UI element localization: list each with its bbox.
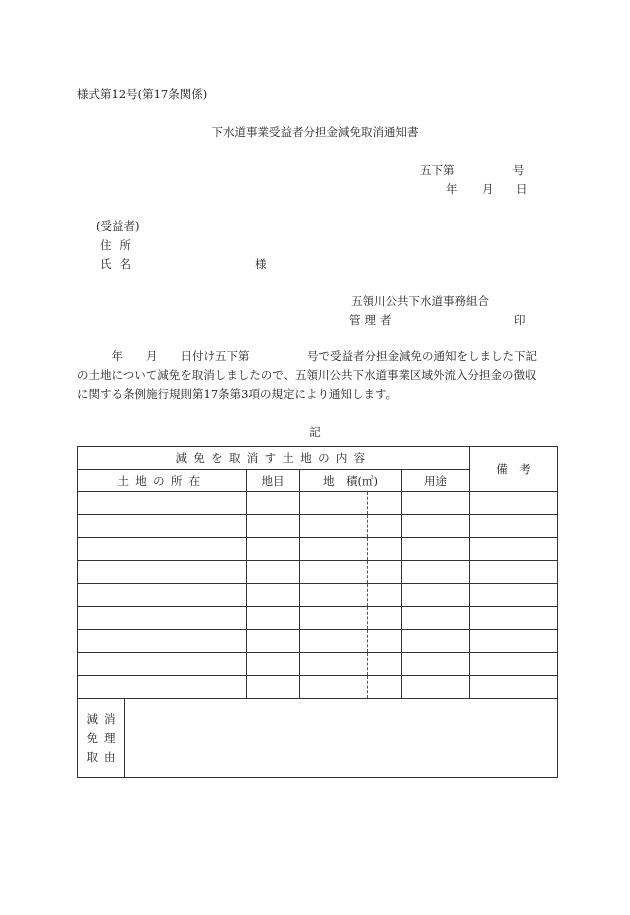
- reason-char: 減: [86, 711, 98, 726]
- land-table: [77, 446, 558, 778]
- table-row: [78, 561, 558, 584]
- table-row: [78, 630, 558, 653]
- document-title: 下水道事業受益者分担金減免取消通知書: [211, 125, 419, 139]
- reason-char: 免: [86, 730, 98, 745]
- recipient-label: (受益者): [96, 219, 140, 233]
- doc-number-suffix: 号: [513, 163, 525, 177]
- honorific: 様: [255, 257, 267, 271]
- col-location-header: 土地の所在: [78, 470, 247, 492]
- reason-char: 取: [86, 749, 98, 764]
- table-row: [78, 538, 558, 561]
- reason-label: [78, 699, 125, 778]
- body-line-1: 年 月 日付け五下第 号で受益者分担金減免の通知をしました下記: [77, 349, 537, 363]
- reason-char: 由: [104, 749, 116, 764]
- address-label: 住所: [100, 238, 140, 252]
- doc-number-label: 五下第: [420, 163, 455, 177]
- issuer-organization: 五領川公共下水道事務組合: [351, 294, 489, 308]
- col-area-header: 地 積(㎡): [300, 470, 402, 492]
- name-label: 氏名: [100, 257, 140, 271]
- body-line-2: の土地について減免を取消しましたので、五領川公共下水道事業区域外流入分担金の徴収: [77, 368, 537, 382]
- ki-heading: 記: [309, 425, 321, 439]
- table-row: [78, 653, 558, 676]
- body-line-3: に関する条例施行規則第17条第3項の規定により通知します。: [77, 387, 398, 401]
- form-number: 様式第12号(第17条関係): [77, 87, 208, 101]
- remarks-header: 備 考: [470, 447, 558, 492]
- table-row: [78, 515, 558, 538]
- manager-label: 管理者: [349, 313, 396, 327]
- notice-body: [77, 347, 557, 404]
- table-row: [78, 584, 558, 607]
- table-row: [78, 676, 558, 699]
- col-category-header: 地目: [247, 470, 300, 492]
- table-row: [78, 607, 558, 630]
- table-row: [78, 492, 558, 515]
- group-header: 減免を取消す土地の内容: [78, 447, 470, 470]
- col-use-header: 用途: [402, 470, 470, 492]
- seal-mark: 印: [514, 313, 526, 327]
- reason-char: 理: [104, 730, 116, 745]
- reason-char: 消: [104, 711, 116, 726]
- date-month-label: 月: [482, 182, 494, 196]
- reason-field[interactable]: [125, 699, 558, 778]
- date-day-label: 日: [516, 182, 528, 196]
- date-year-label: 年: [446, 182, 458, 196]
